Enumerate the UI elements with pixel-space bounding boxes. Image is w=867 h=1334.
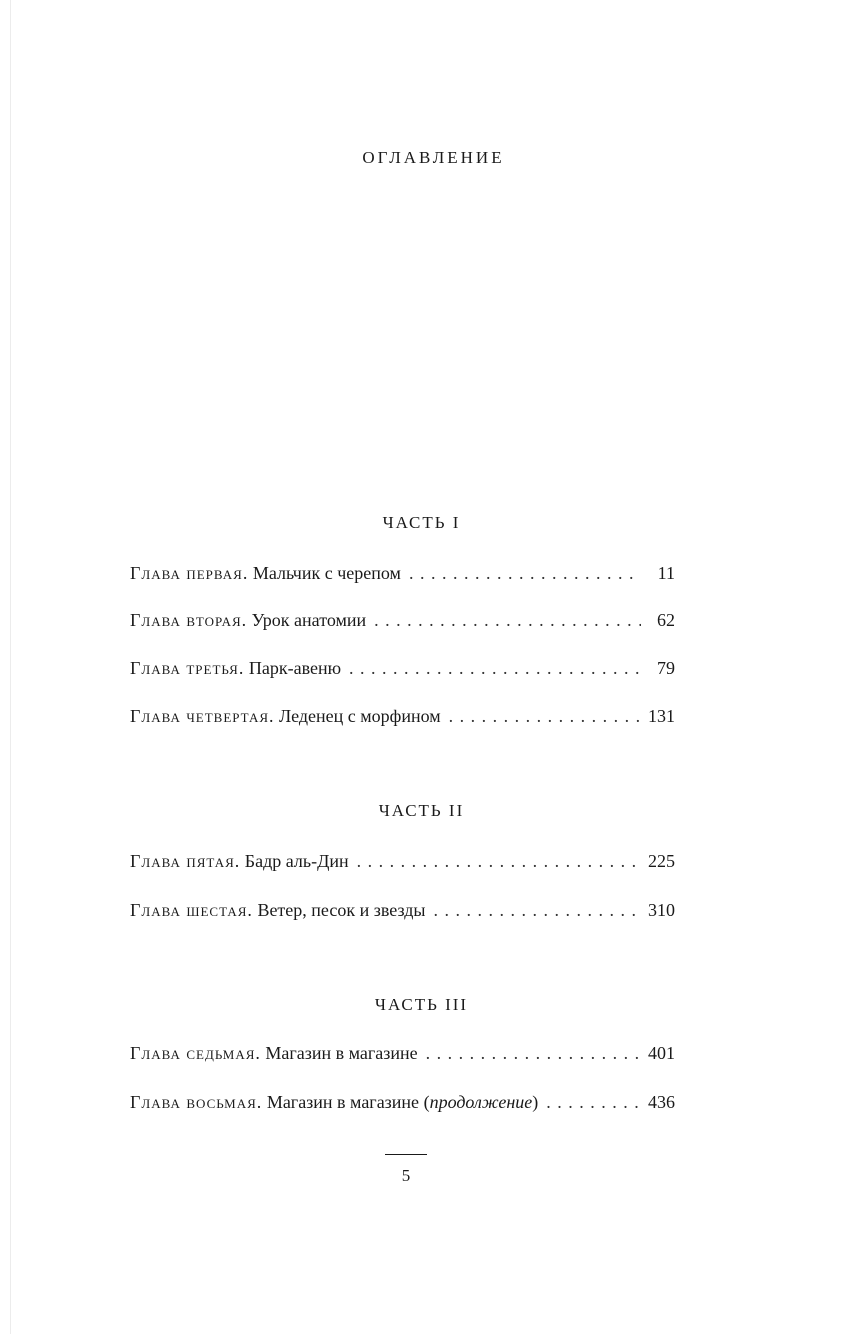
chapter-title: Урок анатомии (251, 610, 367, 630)
toc-entry[interactable] (130, 658, 675, 684)
toc-entry[interactable] (130, 563, 675, 589)
toc-entry[interactable] (130, 1092, 675, 1118)
dot-leader (426, 1043, 641, 1064)
part-heading-1: ЧАСТЬ I (382, 513, 461, 532)
page-edge (10, 0, 11, 1334)
toc-entry[interactable] (130, 610, 675, 636)
toc-entry[interactable] (130, 706, 675, 732)
chapter-title: Леденец с морфином (279, 706, 441, 726)
page-ref: 225 (648, 851, 675, 871)
part-heading-2: ЧАСТЬ II (378, 801, 465, 820)
dot-leader (449, 706, 641, 727)
dot-leader (433, 900, 641, 921)
dot-leader (374, 610, 641, 631)
title-note: продолжение (429, 1092, 533, 1112)
chapter-label: Глава шестая. (130, 900, 253, 920)
page-ref: 79 (657, 658, 675, 678)
page-ref: 62 (657, 610, 675, 630)
footer-rule (385, 1154, 427, 1155)
page-ref: 11 (657, 563, 675, 583)
chapter-label: Глава седьмая. (130, 1043, 261, 1063)
chapter-title: Мальчик с черепом (252, 563, 401, 583)
dot-leader (409, 563, 641, 584)
page-ref: 131 (648, 706, 675, 726)
chapter-label: Глава четвертая. (130, 706, 275, 726)
chapter-title: Бадр аль-Дин (244, 851, 349, 871)
chapter-title: Магазин в магазине (265, 1043, 418, 1063)
chapter-title: Парк-авеню (248, 658, 342, 678)
toc-entry[interactable] (130, 1043, 675, 1069)
toc-entry[interactable] (130, 900, 675, 926)
chapter-label: Глава вторая. (130, 610, 248, 630)
page-number: 5 (401, 1166, 411, 1185)
page-ref: 436 (648, 1092, 675, 1112)
dot-leader (349, 658, 641, 679)
part-heading-3: ЧАСТЬ III (374, 995, 469, 1014)
page-ref: 310 (648, 900, 675, 920)
dot-leader (546, 1092, 641, 1113)
toc-entry[interactable] (130, 851, 675, 877)
chapter-label: Глава третья. (130, 658, 245, 678)
chapter-title: Ветер, песок и звезды (257, 900, 426, 920)
chapter-label: Глава восьмая. (130, 1092, 263, 1112)
toc-title: ОГЛАВЛЕНИЕ (362, 148, 505, 167)
chapter-label: Глава пятая. (130, 851, 241, 871)
dot-leader (357, 851, 641, 872)
page-ref: 401 (648, 1043, 675, 1063)
chapter-title: Магазин в магазине (продолжение) (266, 1092, 539, 1112)
chapter-label: Глава первая. (130, 563, 249, 583)
